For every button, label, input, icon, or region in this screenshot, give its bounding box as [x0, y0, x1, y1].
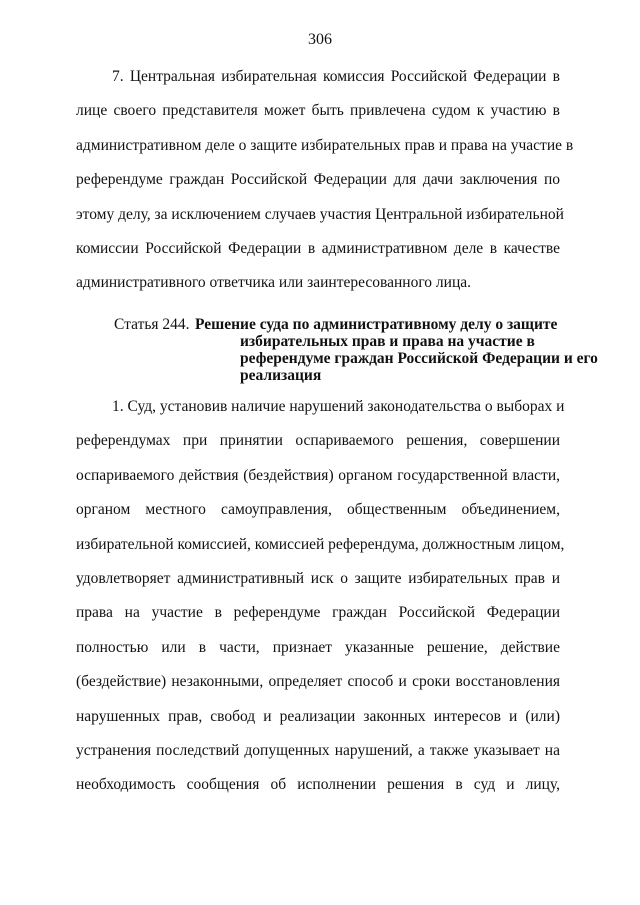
- text-line: референдумах при принятии оспариваемого решения, совершении: [76, 432, 560, 450]
- text-line: устранения последствий допущенных нарушений, а также указывает на: [76, 741, 560, 759]
- text-line: 7. Центральная избирательная комиссия Российской Федерации в: [112, 68, 560, 85]
- text-line: 1. Суд, установив наличие нарушений законодательства о выборах и: [112, 398, 565, 415]
- paragraph-7: [76, 67, 574, 308]
- paragraph-1: [76, 397, 565, 810]
- text-line: (бездействие) незаконными, определяет способ и сроки восстановления: [76, 673, 560, 691]
- text-line: полностью или в части, признает указанные решение, действие: [76, 638, 560, 656]
- text-line: этому делу, за исключением случаев участия Центральной избирательной: [76, 205, 564, 223]
- page-number: 306: [308, 31, 332, 48]
- text-line: административного ответчика или заинтересованного лица.: [76, 274, 472, 292]
- article-number: Статья 244.: [114, 316, 190, 333]
- article-title: [195, 316, 598, 384]
- text-line: комиссии Российской Федерации в административном деле в качестве: [76, 239, 560, 257]
- text-line: лице своего представителя может быть привлечена судом к участию в: [76, 102, 560, 120]
- article-title-line: Решение суда по административному делу о защите: [195, 316, 558, 333]
- article-title-line: референдуме граждан Российской Федерации и его: [240, 350, 598, 367]
- text-line: нарушенных прав, свобод и реализации законных интересов и (или): [76, 707, 560, 725]
- text-line: референдуме граждан Российской Федерации для дачи заключения по: [76, 171, 560, 189]
- text-line: оспариваемого действия (бездействия) органом государственной власти,: [76, 466, 560, 484]
- text-line: органом местного самоуправления, общественным объединением,: [76, 501, 560, 519]
- article-title-line: реализация: [240, 367, 322, 384]
- text-line: избирательной комиссией, комиссией референдума, должностным лицом,: [76, 535, 565, 553]
- text-line: необходимость сообщения об исполнении решения в суд и лицу,: [76, 776, 560, 794]
- text-line: права на участие в референдуме граждан Российской Федерации: [76, 604, 560, 622]
- article-title-line: избирательных прав и права на участие в: [240, 333, 535, 350]
- text-line: административном деле о защите избирательных прав и права на участие в: [76, 136, 574, 154]
- text-line: удовлетворяет административный иск о защите избирательных прав и: [76, 569, 560, 587]
